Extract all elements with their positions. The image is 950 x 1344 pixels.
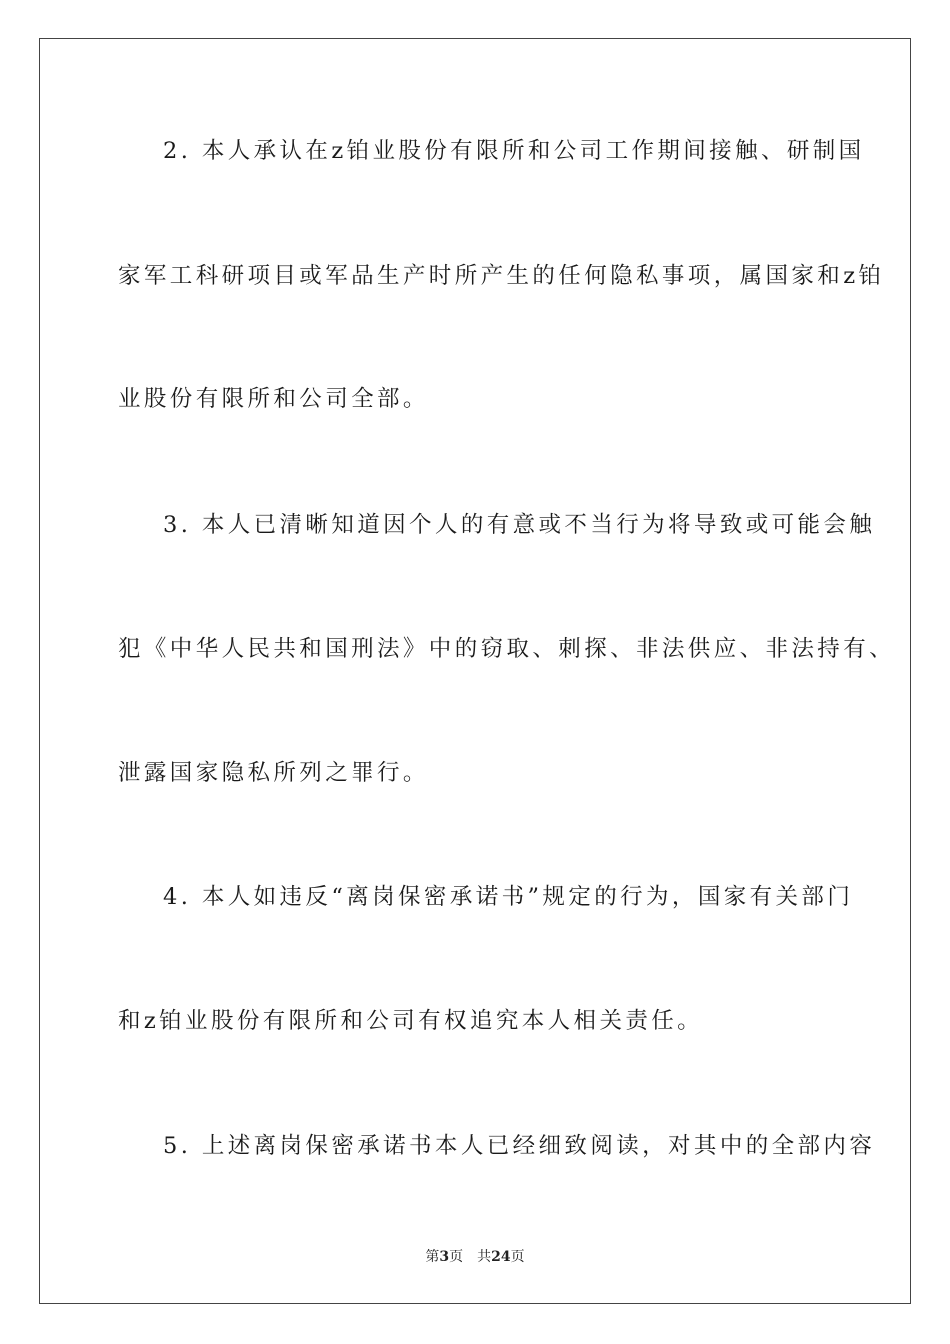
page-border [39,38,911,1304]
paragraph-3-line-1: 3. 本人已清晰知道因个人的有意或不当行为将导致或可能会触 [163,512,876,538]
page-footer [0,1248,950,1266]
paragraph-4-line-1: 4. 本人如违反“离岗保密承诺书”规定的行为，国家有关部门 [163,884,854,910]
paragraph-3-line-3: 泄露国家隐私所列之罪行。 [118,760,429,786]
footer-page-prefix: 第 [425,1249,440,1265]
paragraph-5-line-1: 5. 上述离岗保密承诺书本人已经细致阅读，对其中的全部内容 [163,1133,876,1159]
paragraph-2-line-3: 业股份有限所和公司全部。 [118,386,429,412]
footer-page-number: 3 [439,1249,450,1265]
paragraph-4-line-2: 和z铂业股份有限所和公司有权追究本人相关责任。 [118,1008,704,1034]
footer-page-suffix: 页 [449,1249,464,1265]
paragraph-2-line-2: 家军工科研项目或军品生产时所产生的任何隐私事项，属国家和z铂 [118,263,885,289]
footer-total-pages: 24 [491,1249,511,1265]
footer-total-suffix: 页 [510,1249,525,1265]
paragraph-3-line-2: 犯《中华人民共和国刑法》中的窃取、刺探、非法供应、非法持有、 [118,636,896,662]
footer-total-prefix: 共 [477,1249,492,1265]
paragraph-2-line-1: 2. 本人承认在z铂业股份有限所和公司工作期间接触、研制国 [163,138,865,164]
